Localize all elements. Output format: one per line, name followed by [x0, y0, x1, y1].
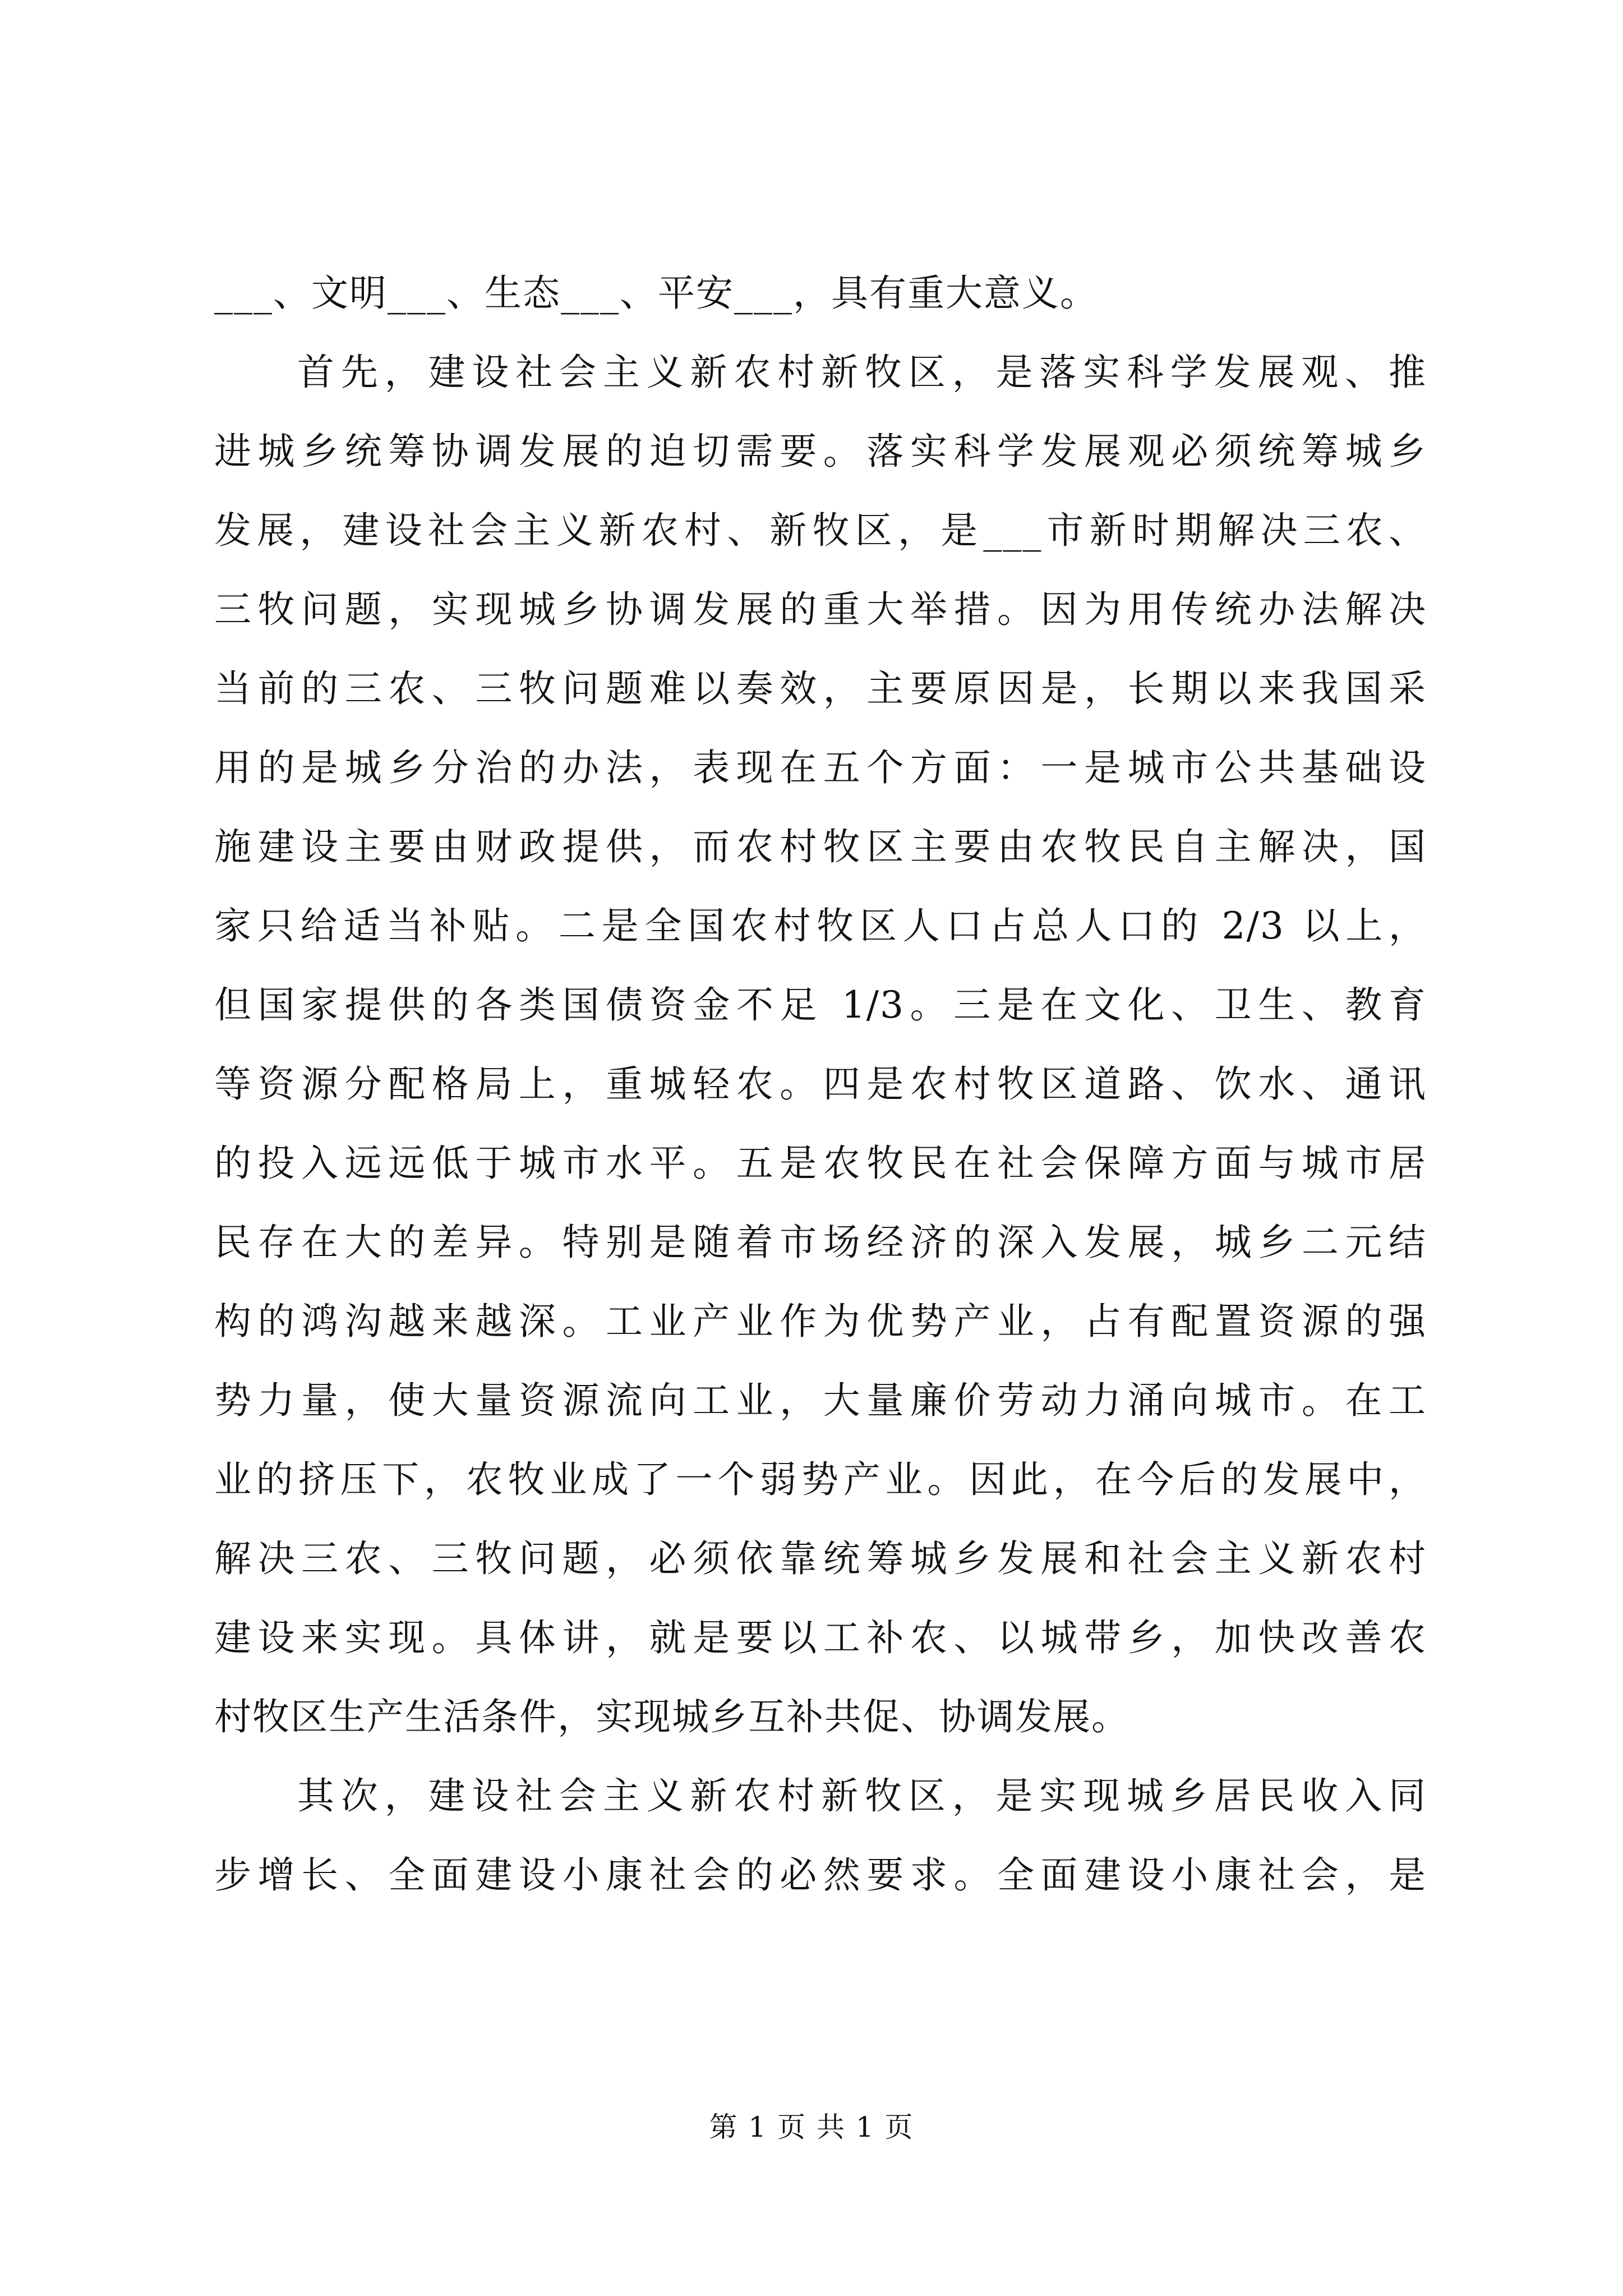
text-line: ___、文明___、生态___、平安___，具有重大意义。: [214, 272, 1098, 315]
paragraph-last-line: 村牧区生产生活条件，实现城乡互补共促、协调发展。: [214, 1695, 1129, 1738]
text-line: 进城乡统筹协调发展的迫切需要。落实科学发展观必须统筹城乡: [214, 430, 1427, 473]
text-line: 势力量，使大量资源流向工业，大量廉价劳动力涌向城市。在工: [214, 1379, 1427, 1422]
text-line: 民存在大的差异。特别是随着市场经济的深入发展，城乡二元结: [214, 1221, 1427, 1264]
text-line: 建设来实现。具体讲，就是要以工补农、以城带乡，加快改善农: [214, 1616, 1427, 1659]
text-line: 业的挤压下，农牧业成了一个弱势产业。因此，在今后的发展中，: [214, 1458, 1427, 1501]
text-line: 用的是城乡分治的办法，表现在五个方面：一是城市公共基础设: [214, 746, 1427, 789]
paragraph-first-line: 首先，建设社会主义新农村新牧区，是落实科学发展观、推: [297, 351, 1427, 394]
text-line: 施建设主要由财政提供，而农村牧区主要由农牧民自主解决，国: [214, 825, 1427, 868]
text-line: 三牧问题，实现城乡协调发展的重大举措。因为用传统办法解决: [214, 588, 1427, 631]
page-footer: 第 1 页 共 1 页: [709, 2111, 914, 2143]
text-line: 的投入远远低于城市水平。五是农牧民在社会保障方面与城市居: [214, 1142, 1427, 1185]
text-line: 等资源分配格局上，重城轻农。四是农村牧区道路、饮水、通讯: [214, 1062, 1427, 1106]
text-line: 发展，建设社会主义新农村、新牧区，是___市新时期解决三农、: [214, 509, 1427, 552]
text-line: 步增长、全面建设小康社会的必然要求。全面建设小康社会，是: [214, 1853, 1427, 1897]
text-line: 但国家提供的各类国债资金不足 1/3。三是在文化、卫生、教育: [214, 983, 1427, 1027]
text-line: 家只给适当补贴。二是全国农村牧区人口占总人口的 2/3 以上，: [214, 904, 1427, 947]
text-line: 解决三农、三牧问题，必须依靠统筹城乡发展和社会主义新农村: [214, 1537, 1427, 1580]
paragraph-first-line: 其次，建设社会主义新农村新牧区，是实现城乡居民收入同: [297, 1774, 1427, 1818]
document-body: [214, 254, 1427, 1915]
text-line: 构的鸿沟越来越深。工业产业作为优势产业，占有配置资源的强: [214, 1300, 1427, 1343]
text-line: 当前的三农、三牧问题难以奏效，主要原因是，长期以来我国采: [214, 667, 1427, 710]
